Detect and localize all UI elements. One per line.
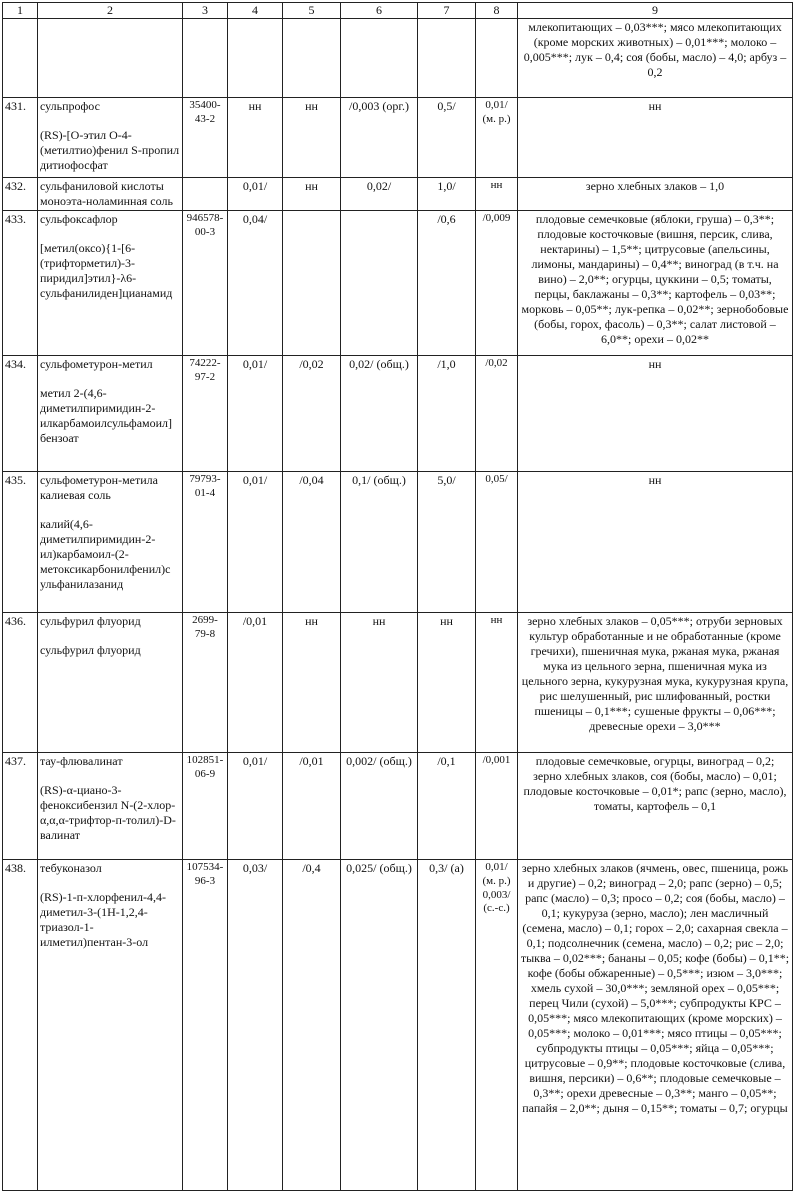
value-col6: 0,025/ (общ.) [341, 860, 418, 1191]
column-header: 5 [283, 3, 341, 19]
substance-name: сульфометурон-метил [40, 357, 153, 371]
substance-name: сульпрофос [40, 99, 100, 113]
chemical-name [40, 769, 180, 783]
food-residue-limits: млекопитающих – 0,03***; мясо млекопитающих (кроме морских животных) – 0,01***; молоко – 0,005***; лук – 0,4; соя (бобы, масло) – 4,0; арбуз – 0,2 [518, 19, 793, 98]
value-col7: 5,0/ [418, 472, 476, 613]
value-col5: нн [283, 98, 341, 178]
value-col5 [283, 211, 341, 356]
value-col6: 0,02/ (общ.) [341, 356, 418, 472]
value-col4: 0,04/ [228, 211, 283, 356]
substance-name-cell [38, 753, 183, 860]
value-col7: 1,0/ [418, 178, 476, 211]
cas-number [183, 19, 228, 98]
substance-name: тебуконазол [40, 861, 102, 875]
substance-name: сульфаниловой кислоты моноэта-ноламинная соль [40, 179, 173, 208]
cas-number: 79793-01-4 [183, 472, 228, 613]
value-col4: /0,01 [228, 613, 283, 753]
chemical-name: (RS)-1-п-хлорфенил-4,4-диметил-3-(1H-1,2,4-триазол-1-илметил)пентан-3-ол [40, 890, 166, 949]
column-header: 2 [38, 3, 183, 19]
value-col5: /0,4 [283, 860, 341, 1191]
column-header: 3 [183, 3, 228, 19]
chemical-name [40, 503, 180, 517]
value-col6: 0,1/ (общ.) [341, 472, 418, 613]
cas-number: 946578-00-3 [183, 211, 228, 356]
food-residue-limits: плодовые семечковые (яблоки, груша) – 0,3**; плодовые косточковые (вишня, персик, слива, нектарины) – 1,5**; цитрусовые (апельсины, лимоны, мандарины) – 0,4**; виноград (в т.ч. на вино) – 2,0**; огурцы, цуккини – 0,5; томаты, перцы, баклажаны – 0,3**; картофель – 0,03**; морковь – 0,05**; лук-репка – 0,02**; зернобобовые (бобы, горох, фасоль) – 0,3**; салат листовой – 6,0**; орехи – 0,02** [518, 211, 793, 356]
value-col5: нн [283, 178, 341, 211]
table-row [3, 860, 793, 1191]
substance-name-cell [38, 356, 183, 472]
value-col8: нн [476, 178, 518, 211]
value-col4: 0,03/ [228, 860, 283, 1191]
substance-name-cell [38, 98, 183, 178]
substance-name-cell [38, 19, 183, 98]
substance-name: сульфометурон-метила калиевая соль [40, 473, 158, 502]
chemical-name [40, 114, 180, 128]
value-col6: нн [341, 613, 418, 753]
food-residue-limits: зерно хлебных злаков – 0,05***; отруби зерновых культур обработанные и не обработанные (кроме гречихи), пшеничная мука, ржаная мука, ржаная мука из цельного зерна, пшеничная мука из цельного зерна, кукурузная мука, кукурузная крупа, рис шелушенный, рис шлифованный, ростки пшеницы – 0,1***; сушеные фрукты – 0,06***; древесные орехи – 3,0*** [518, 613, 793, 753]
food-residue-limits: нн [518, 98, 793, 178]
value-col8: 0,05/ [476, 472, 518, 613]
value-col8: 0,01/ (м. р.) 0,003/ (с.-с.) [476, 860, 518, 1191]
column-header: 1 [3, 3, 38, 19]
column-header: 4 [228, 3, 283, 19]
row-number: 434. [3, 356, 38, 472]
cas-number [183, 178, 228, 211]
value-col5 [283, 19, 341, 98]
table-row [3, 472, 793, 613]
value-col6: /0,003 (орг.) [341, 98, 418, 178]
row-number: 436. [3, 613, 38, 753]
food-residue-limits: зерно хлебных злаков (ячмень, овес, пшеница, рожь и другие) – 0,2; виноград – 2,0; рапс (зерно) – 0,5; рапс (масло) – 0,3; просо – 0,2; соя (бобы, масло) – 0,1; кукуруза (зерно, масло); лен масличный (семена, масло) – 0,1; горох – 2,0; сахарная свекла – 0,1; подсолнечник (семена, масло) – 0,2; рис – 2,0; тыква – 0,02***; бананы – 0,05; кофе (бобы) – 0,1**; кофе (бобы обжаренные) – 0,5***; изюм – 3,0***; хмель сухой – 30,0***; земляной орех – 0,05***; перец Чили (сухой) – 5,0***; субпродукты КРС – 0,05***; мясо млекопитающих (кроме морских) – 0,05***; молоко – 0,01***; мясо птицы – 0,05***; субпродукты птицы – 0,05***; яйца – 0,05***; цитрусовые – 0,9**; плодовые косточковые (слива, вишня, персики) – 0,6**; плодовые семечковые – 0,3**; орехи древесные – 0,3**; манго – 0,05**; папайя – 2,0**; дыня – 0,15**; томаты – 0,7; огурцы [518, 860, 793, 1191]
substance-name-cell [38, 211, 183, 356]
value-col7: /0,6 [418, 211, 476, 356]
cas-number: 107534-96-3 [183, 860, 228, 1191]
chemical-name: (RS)-α-циано-3-феноксибензил N-(2-хлор-α,α,α-трифтор-п-толил)-D-валинат [40, 783, 176, 842]
cas-number: 74222-97-2 [183, 356, 228, 472]
food-residue-limits: нн [518, 356, 793, 472]
value-col7: /0,1 [418, 753, 476, 860]
row-number [3, 19, 38, 98]
value-col6: 0,002/ (общ.) [341, 753, 418, 860]
value-col5: /0,01 [283, 753, 341, 860]
value-col5: /0,04 [283, 472, 341, 613]
table-row [3, 178, 793, 211]
substance-name-cell [38, 178, 183, 211]
chemical-name [40, 876, 180, 890]
substance-name: тау-флювалинат [40, 754, 123, 768]
value-col6 [341, 211, 418, 356]
row-number: 435. [3, 472, 38, 613]
table-row [3, 356, 793, 472]
substance-name-cell [38, 472, 183, 613]
row-number: 438. [3, 860, 38, 1191]
cas-number: 35400-43-2 [183, 98, 228, 178]
row-number: 432. [3, 178, 38, 211]
row-number: 433. [3, 211, 38, 356]
header-row [3, 3, 793, 19]
value-col6: 0,02/ [341, 178, 418, 211]
row-number: 431. [3, 98, 38, 178]
value-col4: 0,01/ [228, 178, 283, 211]
substance-name-cell [38, 860, 183, 1191]
value-col7 [418, 19, 476, 98]
table-row [3, 613, 793, 753]
column-header: 6 [341, 3, 418, 19]
cas-number: 2699-79-8 [183, 613, 228, 753]
standards-table [2, 2, 793, 1191]
column-header: 8 [476, 3, 518, 19]
chemical-name [40, 227, 180, 241]
value-col8: /0,009 [476, 211, 518, 356]
value-col7: 0,3/ (а) [418, 860, 476, 1191]
value-col5: нн [283, 613, 341, 753]
food-residue-limits: зерно хлебных злаков – 1,0 [518, 178, 793, 211]
chemical-name: калий(4,6-диметилпиримидин-2-ил)карбамоил-(2-метоксикарбонилфенил)с ульфанилазанид [40, 517, 171, 591]
value-col6 [341, 19, 418, 98]
cas-number: 102851-06-9 [183, 753, 228, 860]
column-header: 9 [518, 3, 793, 19]
table-row [3, 98, 793, 178]
table-row [3, 753, 793, 860]
value-col8 [476, 19, 518, 98]
value-col4 [228, 19, 283, 98]
chemical-name: сульфурил флуорид [40, 643, 141, 657]
value-col7: нн [418, 613, 476, 753]
value-col4: 0,01/ [228, 753, 283, 860]
value-col8: 0,01/ (м. р.) [476, 98, 518, 178]
row-number: 437. [3, 753, 38, 860]
substance-name-cell [38, 613, 183, 753]
column-header: 7 [418, 3, 476, 19]
chemical-name: [метил(оксо){1-[6-(трифторметил)-3-пиридил]этил}-λ6-сульфанилиден]цианамид [40, 241, 173, 300]
food-residue-limits: нн [518, 472, 793, 613]
food-residue-limits: плодовые семечковые, огурцы, виноград – 0,2; зерно хлебных злаков, соя (бобы, масло) – 0,01; плодовые косточковые – 0,01*; рапс (зерно, масло), томаты, картофель – 0,1 [518, 753, 793, 860]
substance-name: сульфоксафлор [40, 212, 118, 226]
value-col8: нн [476, 613, 518, 753]
value-col7: 0,5/ [418, 98, 476, 178]
table-row [3, 211, 793, 356]
value-col5: /0,02 [283, 356, 341, 472]
substance-name: сульфурил флуорид [40, 614, 141, 628]
value-col4: нн [228, 98, 283, 178]
chemical-name [40, 629, 180, 643]
chemical-name: (RS)-[О-этил О-4-(метилтио)фенил S-пропил дитиофосфат [40, 128, 180, 172]
table-body [3, 19, 793, 1191]
value-col7: /1,0 [418, 356, 476, 472]
value-col8: /0,001 [476, 753, 518, 860]
table-row [3, 19, 793, 98]
value-col4: 0,01/ [228, 356, 283, 472]
value-col8: /0,02 [476, 356, 518, 472]
value-col4: 0,01/ [228, 472, 283, 613]
chemical-name: метил 2-(4,6-диметилпиримидин-2-илкарбамоилсульфамоил] бензоат [40, 386, 173, 445]
chemical-name [40, 372, 180, 386]
